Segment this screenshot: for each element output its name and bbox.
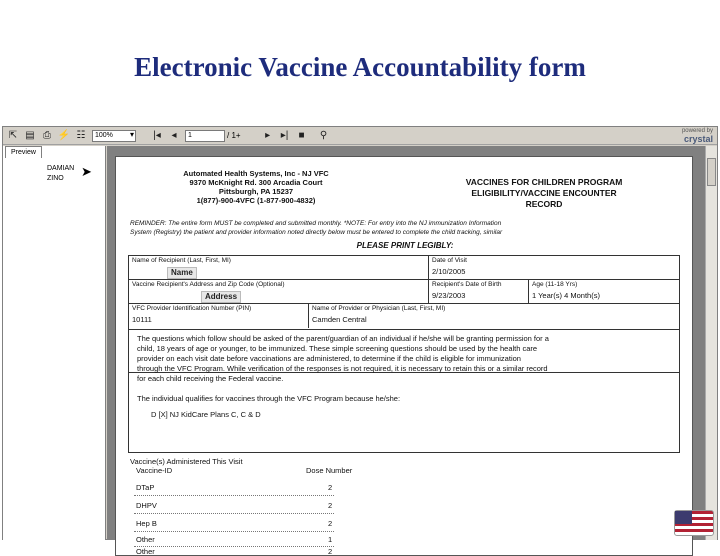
- group-tree-pane: [3, 146, 106, 540]
- row-divider: [134, 495, 334, 496]
- field-label: Vaccine Recipient's Address and Zip Code (Optional): [132, 281, 285, 288]
- tree-item[interactable]: ZINO: [47, 175, 64, 182]
- row-divider: [134, 546, 334, 547]
- screening-line: The questions which follow should be asked of the parent/guardian of an individual if he/she will be granting permission for a: [137, 334, 549, 343]
- qualifies-answer: D [X] NJ KidCare Plans C, C & D: [151, 410, 261, 419]
- company-address: [176, 169, 336, 205]
- printer-setup-icon[interactable]: ⎙: [43, 130, 51, 141]
- zoom-select[interactable]: 100% ▾: [92, 130, 136, 142]
- company-line: Automated Health Systems, Inc - NJ VFC: [183, 169, 329, 178]
- date-of-visit-value: 2/10/2005: [432, 267, 466, 276]
- instruction-line: REMINDER: The entire form MUST be completed and submitted monthly. *NOTE: For entry into the NJ immunization Information: [130, 220, 502, 227]
- dob-value: 9/23/2003: [432, 291, 466, 300]
- address-stamp: Address: [201, 291, 241, 303]
- field-label: Age (11-18 Yrs): [532, 281, 578, 288]
- table-row: [129, 280, 679, 304]
- crystal-logo: [669, 128, 713, 144]
- flag-canton: [675, 511, 692, 524]
- vertical-scrollbar[interactable]: [705, 146, 717, 540]
- dose-number-header: Dose Number: [306, 466, 353, 475]
- program-heading: [434, 177, 654, 210]
- scrollbar-thumb[interactable]: [707, 158, 716, 186]
- date-of-visit-cell: [429, 256, 679, 279]
- vaccine-name: Other: [136, 535, 155, 544]
- company-line: Pittsburgh, PA 15237: [218, 187, 294, 196]
- provider-name-value: Camden Central: [312, 315, 367, 324]
- table-row: [129, 304, 679, 328]
- vaccine-dose: 2: [328, 483, 333, 492]
- viewer-toolbar: [3, 127, 717, 145]
- recipient-name-stamp: Name: [167, 267, 197, 279]
- page-count: / 1+: [227, 131, 241, 140]
- report-viewer-window: [2, 126, 718, 556]
- table-row: [129, 256, 679, 280]
- administered-title: Vaccine(s) Administered This Visit: [130, 457, 243, 466]
- vaccine-name: Hep B: [136, 519, 157, 528]
- group-tree: [9, 164, 74, 184]
- print-icon[interactable]: ▤: [25, 130, 35, 141]
- screening-line: for each child receiving the Federal vaccine.: [137, 374, 284, 383]
- age-value: 1 Year(s) 4 Month(s): [532, 291, 600, 300]
- us-flag-icon: [674, 510, 714, 536]
- recipient-name-cell: [129, 256, 429, 279]
- address-cell: [129, 280, 429, 303]
- provider-id-value: 10111: [132, 315, 152, 324]
- screening-line: provider on each visit date before vaccinations are administered, to determine if the child is eligible for immunization: [137, 354, 521, 363]
- provider-id-cell: [129, 304, 309, 328]
- company-line: 9370 McKnight Rd. 300 Arcadia Court: [189, 178, 323, 187]
- refresh-icon[interactable]: ⚡: [57, 130, 71, 141]
- slide-title: Electronic Vaccine Accountability form: [134, 52, 586, 82]
- vaccine-id-header: Vaccine-ID: [136, 466, 173, 475]
- vaccine-dose: 2: [328, 519, 333, 528]
- vaccine-name: Other: [136, 547, 155, 556]
- row-divider: [134, 531, 334, 532]
- program-line: VACCINES FOR CHILDREN PROGRAM: [465, 177, 623, 187]
- vaccine-dose: 1: [328, 535, 333, 544]
- tab-preview[interactable]: Preview: [5, 146, 42, 158]
- row-divider: [134, 513, 334, 514]
- stop-icon[interactable]: ■: [298, 130, 305, 141]
- program-line: RECORD: [525, 199, 563, 209]
- export-icon[interactable]: ⇱: [8, 130, 18, 141]
- provider-name-cell: [309, 304, 679, 328]
- last-page-icon[interactable]: ▸|: [280, 130, 289, 141]
- vaccine-dose: 2: [328, 501, 333, 510]
- report-document-area: [107, 146, 717, 556]
- brand-name: crystal: [683, 134, 713, 144]
- field-label: Recipient's Date of Birth: [432, 281, 502, 288]
- field-label: Date of Visit: [432, 257, 467, 264]
- screening-box: [128, 329, 680, 453]
- field-label: Name of Recipient (Last, First, MI): [132, 257, 231, 264]
- screening-line: through the VFC Program. While verification of the responses is not required, it is necessary to retain this or a similar record: [137, 364, 548, 373]
- vaccine-dose: 2: [328, 547, 333, 556]
- first-page-icon[interactable]: |◂: [153, 130, 161, 141]
- vaccine-name: DTaP: [136, 483, 155, 492]
- vaccine-name: DHPV: [136, 501, 157, 510]
- print-legibly-note: PLEASE PRINT LEGIBLY:: [356, 241, 454, 250]
- field-label: Name of Provider or Physician (Last, First, MI): [312, 305, 446, 312]
- age-cell: [529, 280, 679, 303]
- field-label: VFC Provider Identification Number (PIN): [132, 305, 252, 312]
- qualifies-line: The individual qualifies for vaccines through the VFC Program because he/she:: [137, 394, 401, 403]
- mouse-cursor-icon: ➤: [81, 164, 92, 179]
- page-number-input[interactable]: 1: [185, 130, 225, 142]
- program-line: ELIGIBILITY/VACCINE ENCOUNTER: [471, 188, 617, 198]
- search-icon[interactable]: ⚲: [319, 130, 328, 141]
- next-page-icon[interactable]: ▸: [265, 130, 271, 141]
- company-line: 1(877)-900-4VFC (1-877-900-4832): [196, 196, 316, 205]
- form-page: [115, 156, 693, 556]
- toggle-tree-icon[interactable]: ☷: [76, 130, 86, 141]
- screening-line: child, 18 years of age or younger, to be immunized. These simple screening questions should be used by the health care: [137, 344, 538, 353]
- dob-cell: [429, 280, 529, 303]
- tree-item[interactable]: DAMIAN: [47, 165, 75, 172]
- brand-small: powered by: [681, 128, 713, 134]
- form-instructions: [130, 219, 670, 237]
- previous-page-icon[interactable]: ◂: [171, 130, 177, 141]
- instruction-line: System (Registry) the patient and provider information noted directly below must be entered to complete the child tracking, similar: [130, 229, 503, 236]
